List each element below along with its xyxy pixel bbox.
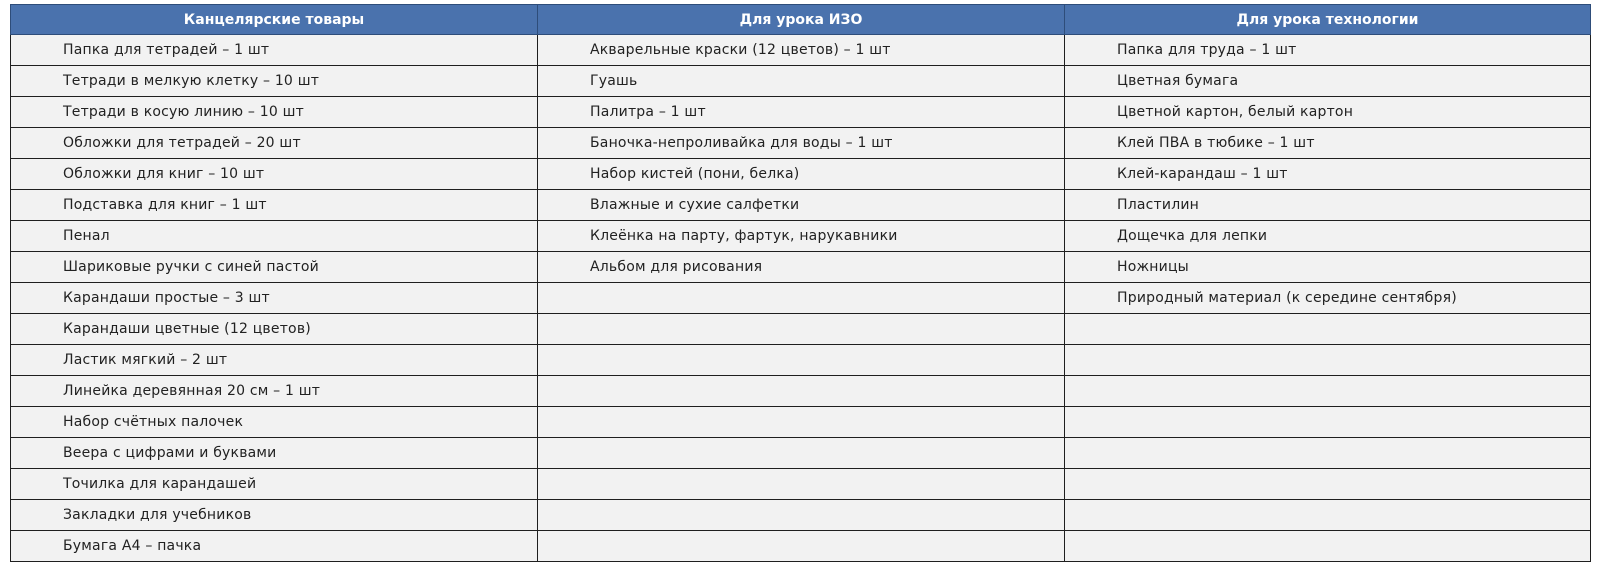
table-row [11, 252, 1591, 283]
technology-lesson-cell [1065, 531, 1591, 562]
art-lesson-cell: Набор кистей (пони, белка) [538, 159, 1065, 190]
table-row [11, 221, 1591, 252]
art-lesson-cell: Акварельные краски (12 цветов) – 1 шт [538, 35, 1065, 66]
art-lesson-cell [538, 469, 1065, 500]
stationery-cell: Бумага А4 – пачка [11, 531, 538, 562]
technology-lesson-cell [1065, 438, 1591, 469]
technology-lesson-cell [1065, 345, 1591, 376]
art-lesson-cell [538, 500, 1065, 531]
table-row [11, 128, 1591, 159]
stationery-cell: Обложки для тетрадей – 20 шт [11, 128, 538, 159]
stationery-cell: Шариковые ручки с синей пастой [11, 252, 538, 283]
stationery-cell: Карандаши цветные (12 цветов) [11, 314, 538, 345]
art-lesson-cell [538, 531, 1065, 562]
header-art-lesson: Для урока ИЗО [538, 5, 1065, 35]
table-row [11, 159, 1591, 190]
art-lesson-cell: Клеёнка на парту, фартук, нарукавники [538, 221, 1065, 252]
art-lesson-cell [538, 345, 1065, 376]
table-row [11, 190, 1591, 221]
technology-lesson-cell [1065, 407, 1591, 438]
stationery-cell: Линейка деревянная 20 см – 1 шт [11, 376, 538, 407]
art-lesson-cell: Палитра – 1 шт [538, 97, 1065, 128]
table-row [11, 438, 1591, 469]
stationery-cell: Тетради в мелкую клетку – 10 шт [11, 66, 538, 97]
technology-lesson-cell: Клей ПВА в тюбике – 1 шт [1065, 128, 1591, 159]
art-lesson-cell: Влажные и сухие салфетки [538, 190, 1065, 221]
table-row [11, 500, 1591, 531]
stationery-cell: Веера с цифрами и буквами [11, 438, 538, 469]
stationery-cell: Точилка для карандашей [11, 469, 538, 500]
table-body [11, 35, 1591, 562]
stationery-cell: Тетради в косую линию – 10 шт [11, 97, 538, 128]
technology-lesson-cell [1065, 500, 1591, 531]
header-row [11, 5, 1591, 35]
art-lesson-cell: Гуашь [538, 66, 1065, 97]
stationery-cell: Закладки для учебников [11, 500, 538, 531]
technology-lesson-cell: Цветной картон, белый картон [1065, 97, 1591, 128]
stationery-cell: Обложки для книг – 10 шт [11, 159, 538, 190]
table-row [11, 531, 1591, 562]
technology-lesson-cell: Пластилин [1065, 190, 1591, 221]
table-row [11, 66, 1591, 97]
technology-lesson-cell: Природный материал (к середине сентября) [1065, 283, 1591, 314]
technology-lesson-cell: Ножницы [1065, 252, 1591, 283]
art-lesson-cell: Альбом для рисования [538, 252, 1065, 283]
table-row [11, 376, 1591, 407]
stationery-cell: Пенал [11, 221, 538, 252]
art-lesson-cell [538, 376, 1065, 407]
art-lesson-cell [538, 407, 1065, 438]
table-row [11, 97, 1591, 128]
technology-lesson-cell [1065, 376, 1591, 407]
art-lesson-cell: Баночка-непроливайка для воды – 1 шт [538, 128, 1065, 159]
table-row [11, 314, 1591, 345]
supply-list-table [10, 4, 1591, 562]
stationery-cell: Карандаши простые – 3 шт [11, 283, 538, 314]
stationery-cell: Набор счётных палочек [11, 407, 538, 438]
art-lesson-cell [538, 438, 1065, 469]
table-header [11, 5, 1591, 35]
technology-lesson-cell: Цветная бумага [1065, 66, 1591, 97]
art-lesson-cell [538, 283, 1065, 314]
technology-lesson-cell [1065, 314, 1591, 345]
technology-lesson-cell: Папка для труда – 1 шт [1065, 35, 1591, 66]
art-lesson-cell [538, 314, 1065, 345]
technology-lesson-cell [1065, 469, 1591, 500]
table-row [11, 469, 1591, 500]
stationery-cell: Подставка для книг – 1 шт [11, 190, 538, 221]
table-row [11, 35, 1591, 66]
stationery-cell: Папка для тетрадей – 1 шт [11, 35, 538, 66]
table-row [11, 345, 1591, 376]
header-technology-lesson: Для урока технологии [1065, 5, 1591, 35]
technology-lesson-cell: Клей-карандаш – 1 шт [1065, 159, 1591, 190]
stationery-cell: Ластик мягкий – 2 шт [11, 345, 538, 376]
supply-list-sheet [10, 4, 1590, 562]
header-stationery: Канцелярские товары [11, 5, 538, 35]
table-row [11, 283, 1591, 314]
technology-lesson-cell: Дощечка для лепки [1065, 221, 1591, 252]
table-row [11, 407, 1591, 438]
